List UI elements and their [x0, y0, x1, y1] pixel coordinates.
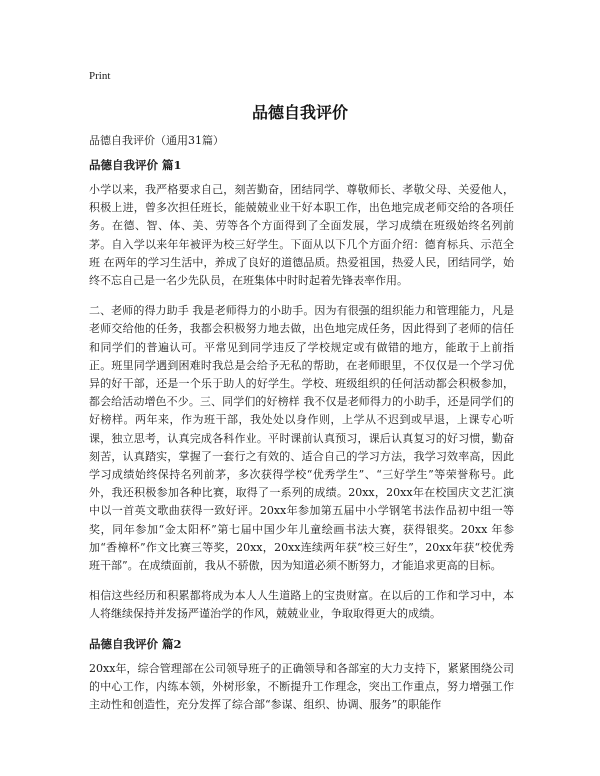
document-subtitle: 品德自我评价（通用31篇）: [89, 134, 224, 147]
section-1-paragraph-1: 小学以来，我严格要求自己，刻苦勤奋，团结同学、尊敬师长、孝敬父母、关爱他人，积极上进，曾多次担任班长，能兢兢业业干好本职工作，出色地完成老师交给的各项任务。在德、智、体、美、劳等各个方面得到了全面发展，学习成绩在班级始终名列前茅。自入学以来年年被评为校三好学生。下面从以下几个方面介绍：德育标兵、示范全班 在两年的学习生活中，养成了良好的道德品质。热爱祖国，热爱人民，团结同学，始终不忘自己是一名少先队员，在班集体中时时起着先锋表率作用。: [89, 183, 514, 288]
section-1-paragraph-2: 二、老师的得力助手 我是老师得力的小助手。因为有很强的组织能力和管理能力，凡是老师交给他的任务，我都会积极努力地去做，出色地完成任务，因此得到了老师的信任和同学们的普遍认可。平常见到同学违反了学校规定或有做错的地方，能敢于上前指正。班里同学遇到困难时我总是会给予无私的帮助，在老师眼里，不仅仅是一个学习优异的好干部，还是一个乐于助人的好学生。学校、班级组织的任何活动都会积极参加，都会给活动增色不少。三、同学们的好榜样 我不仅是老师得力的小助手，还是同学们的好榜样。两年来，作为班干部，我处处以身作则，上学从不迟到或早退，上课专心听课，独立思考，认真完成各科作业。平时课前认真预习，课后认真复习的好习惯，勤奋刻苦，认真踏实，掌握了一套行之有效的、适合自己的学习方法，我学习效率高，因此学习成绩始终保持名列前茅，多次获得学校“优秀学生”、“三好学生”等荣誉称号。此外，我还积极参加各种比赛，取得了一系列的成绩。20xx，20xx年在校国庆文艺汇演中以一首英文歌曲获得一致好评。20xx年参加第五届中小学钢笔书法作品初中组一等奖，同年参加“金太阳杯”第七届中国少年儿童绘画书法大赛，获得银奖。20xx 年参加“香樟杯”作文比赛三等奖，20xx，20xx连续两年获“校三好生”，20xx年获“校优秀班干部”。在成绩面前，我从不骄傲，因为知道必须不断努力，才能追求更高的目标。: [89, 304, 514, 573]
section-2-paragraph-1: 20xx年，综合管理部在公司领导班子的正确领导和各部室的大力支持下，紧紧围绕公司的中心工作，内练本领，外树形象，不断提升工作理念，突出工作重点，努力增强工作主动性和创造性，充分发挥了综合部“参谋、组织、协调、服务”的职能作: [89, 661, 514, 712]
section-heading-2: 品德自我评价 篇2: [89, 636, 182, 651]
document-title: 品德自我评价: [251, 103, 348, 122]
document-body: [89, 133, 514, 726]
section-1-paragraph-3: 相信这些经历和积累都将成为本人人生道路上的宝贵财富。在以后的工作和学习中，本人将继续保持并发扬严谨治学的作风，兢兢业业，争取取得更大的成绩。: [89, 589, 514, 621]
print-label: Print: [89, 70, 111, 82]
section-heading-1: 品德自我评价 篇1: [89, 158, 182, 172]
